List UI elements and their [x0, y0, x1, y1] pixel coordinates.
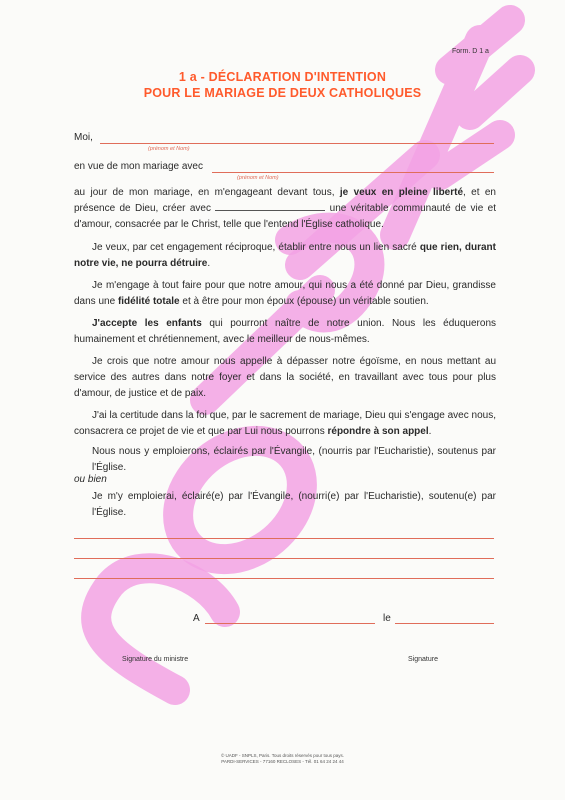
moi-field[interactable]	[100, 143, 494, 144]
date-field[interactable]	[395, 623, 494, 624]
title-line-1: 1 a - DÉCLARATION D'INTENTION	[178, 70, 387, 84]
moi-label: Moi,	[74, 132, 93, 143]
form-code: Form. D 1 a	[452, 48, 489, 55]
lieu-label: A	[193, 613, 200, 624]
paragraph-2: Je veux, par cet engagement réciproque, établir entre nous un lien sacré que rien, durant notre vie, ne pourra détruire.	[74, 242, 496, 269]
footer-copyright: © UADF - SNPLS, Paris. Tous droits réservés pour tous pays.	[220, 753, 345, 758]
date-label: le	[383, 613, 391, 624]
conjoint-field[interactable]	[212, 172, 494, 173]
prenom-nom-hint-1: (prénom et Nom)	[148, 146, 190, 152]
paragraph-1: au jour de mon mariage, en m'engageant devant tous, je veux en pleine liberté, et en présence de Dieu, créer avec une véritable communauté de vie et d'amour, consacrée par le Christ, telle que l'entend l'Église catholique.	[74, 187, 496, 230]
paragraph-3: Je m'engage à tout faire pour que notre amour, qui nous a été donné par Dieu, grandisse dans une fidélité totale et à être pour mon époux (épouse) un véritable soutien.	[74, 280, 496, 307]
paragraph-8: Je m'y emploierai, éclairé(e) par l'Évangile, (nourri(e) par l'Eucharistie), soutenu(e) par l'Église.	[92, 491, 496, 518]
inline-blank-field[interactable]	[215, 201, 325, 211]
paragraph-7: Nous nous y emploierons, éclairés par l'Évangile, (nourris par l'Eucharistie), soutenus par l'Église.	[92, 446, 496, 473]
lieu-field[interactable]	[205, 623, 375, 624]
title-line-2: POUR LE MARIAGE DE DEUX CATHOLIQUES	[143, 86, 422, 100]
signature-ministre-label: Signature du ministre	[122, 656, 189, 663]
blank-line-1[interactable]	[74, 538, 494, 539]
vue-label: en vue de mon mariage avec	[74, 161, 203, 172]
signature-label: Signature	[408, 656, 438, 663]
paragraph-5: Je crois que notre amour nous appelle à dépasser notre égoïsme, en nous mettant au service des autres dans notre foyer et dans la société, en travaillant avec tous pour plus d'amour, de justice et de paix.	[74, 356, 496, 399]
footer-publisher: PARDI-SERVICES - 77160 RECLOSES - Tél. 01 64 24 24 44	[221, 759, 344, 764]
blank-line-2[interactable]	[74, 558, 494, 559]
paragraph-6: J'ai la certitude dans la foi que, par le sacrement de mariage, Dieu qui s'engage avec nous, consacrera ce projet de vie et que par Lui nous pourrons répondre à son appel.	[74, 410, 496, 437]
prenom-nom-hint-2: (prénom et Nom)	[237, 175, 279, 181]
paragraph-4: J'accepte les enfants qui pourront naître de notre union. Nous les éduquerons humainement et chrétiennement, avec le meilleur de nous-mêmes.	[74, 318, 496, 345]
blank-line-3[interactable]	[74, 578, 494, 579]
ou-bien-label: ou bien	[74, 474, 107, 485]
